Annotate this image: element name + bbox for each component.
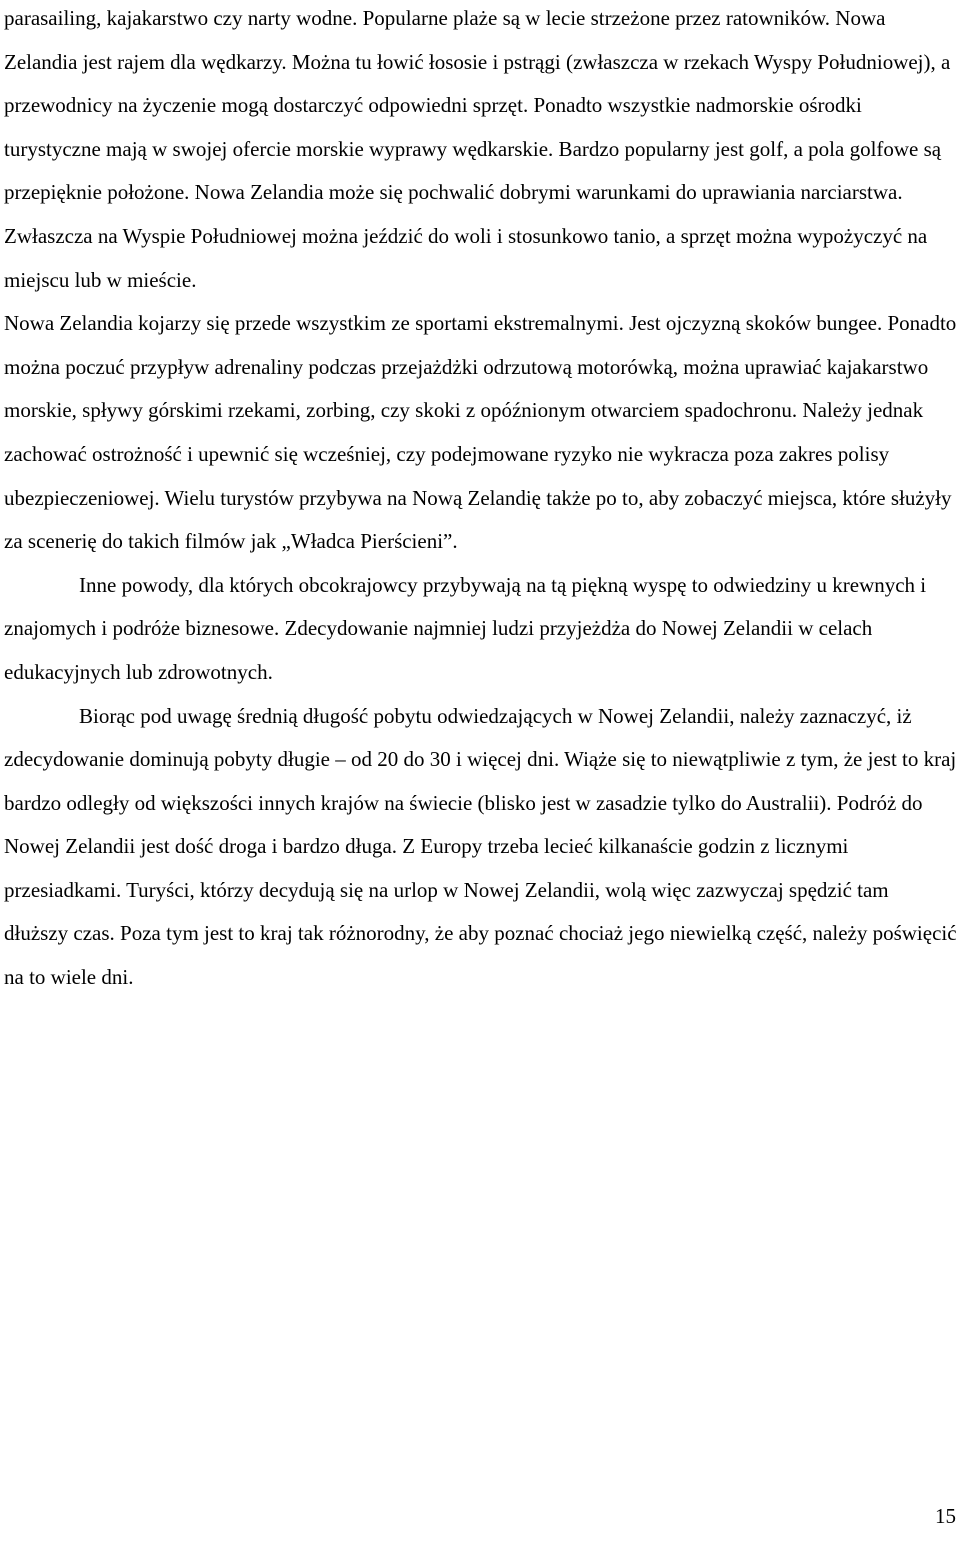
page-number: 15 [935, 1504, 956, 1528]
paragraph-stay-length: Biorąc pod uwagę średnią długość pobytu odwiedzających w Nowej Zelandii, należy zaznaczyć, iż zdecydowanie dominują pobyty długie – od 20 do 30 i więcej dni. Wiąże się to niewątpliwie z tym, że jest to kraj bardzo odległy od większości innych krajów na świecie (blisko jest w zasadzie tylko do Australii). Podróż do Nowej Zelandii jest dość droga i bardzo długa. Z Europy trzeba lecieć kilkanaście godzin z licznymi przesiadkami. Turyści, którzy decydują się na urlop w Nowej Zelandii, wolą więc zazwyczaj spędzić tam dłuższy czas. Poza tym jest to kraj tak różnorodny, że aby poznać chociaż jego niewielką część, należy poświęcić na to wiele dni. [4, 703, 957, 990]
paragraph-visit-reasons: Inne powody, dla których obcokrajowcy przybywają na tą piękną wyspę to odwiedziny u krewnych i znajomych i podróże biznesowe. Zdecydowanie najmniej ludzi przyjeżdża do Nowej Zelandii w celach edukacyjnych lub zdrowotnych. [4, 572, 927, 684]
paragraph-water-sports: parasailing, kajakarstwo czy narty wodne. Popularne plaże są w lecie strzeżone przez ratowników. Nowa Zelandia jest rajem dla wędkarzy. Można tu łowić łososie i pstrągi (zwłaszcza w rzekach Wyspy Południowej), a przewodnicy na życzenie mogą dostarczyć odpowiedni sprzęt. Ponadto wszystkie nadmorskie ośrodki turystyczne mają w swojej ofercie morskie wyprawy wędkarskie. Bardzo popularny jest golf, a pola golfowe są przepięknie położone. Nowa Zelandia może się pochwalić dobrymi warunkami do uprawiania narciarstwa. Zwłaszcza na Wyspie Południowej można jeździć do woli i stosunkowo tanio, a sprzęt można wypożyczyć na miejscu lub w mieście. [4, 6, 951, 292]
paragraph-extreme-sports: Nowa Zelandia kojarzy się przede wszystkim ze sportami ekstremalnymi. Jest ojczyzną skoków bungee. Ponadto można poczuć przypływ adrenaliny podczas przejażdżki odrzutową motorówką, można uprawiać kajakarstwo morskie, spływy górskimi rzekami, zorbing, czy skoki z opóźnionym otwarciem spadochronu. Należy jednak zachować ostrożność i upewnić się wcześniej, czy podejmowane ryzyko nie wykracza poza zakres polisy ubezpieczeniowej. Wielu turystów przybywa na Nową Zelandię także po to, aby zobaczyć miejsca, które służyły za scenerię do takich filmów jak „Władca Pierścieni”. [4, 311, 957, 554]
document-page [4, 0, 958, 1000]
